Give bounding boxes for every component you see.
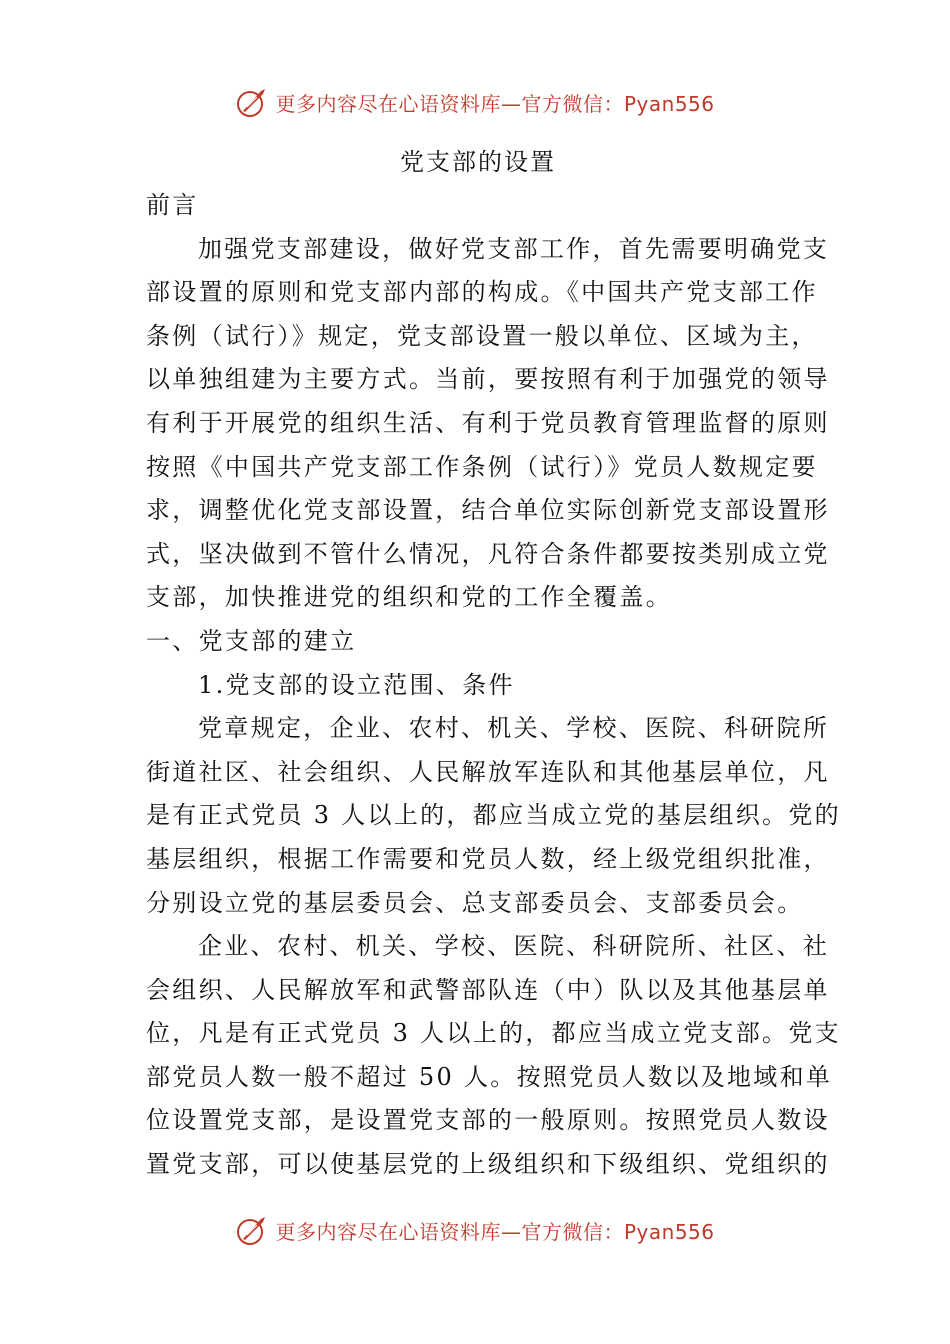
text-line: 支部，加快推进党的组织和党的工作全覆盖。: [146, 583, 672, 612]
text-line: 前言: [146, 191, 199, 219]
text-line: 部设置的原则和党支部内部的构成。《中国共产党支部工作: [146, 278, 818, 307]
text-line: 是有正式党员 3 人以上的，都应当成立党的基层组织。党的: [146, 801, 841, 830]
watermark-handle: Pyan556: [623, 91, 715, 116]
quill-pen-icon: [235, 85, 269, 119]
watermark-text: 更多内容尽在心语资料库—官方微信：Pyan556: [275, 91, 715, 116]
text-line: 位，凡是有正式党员 3 人以上的，都应当成立党支部。党支: [146, 1019, 841, 1048]
watermark-text: 更多内容尽在心语资料库—官方微信：Pyan556: [275, 1219, 715, 1244]
text-line: 以单独组建为主要方式。当前，要按照有利于加强党的领导: [146, 365, 830, 394]
document-body: [146, 140, 841, 1187]
text-line: 位设置党支部，是设置党支部的一般原则。按照党员人数设: [146, 1106, 830, 1135]
text-line: 按照《中国共产党支部工作条例（试行）》党员人数规定要: [146, 452, 818, 481]
text-line: 街道社区、社会组织、人民解放军连队和其他基层单位，凡: [146, 757, 830, 786]
text-line: 求，调整优化党支部设置，结合单位实际创新党支部设置形: [146, 496, 830, 525]
footer-watermark: [0, 1208, 950, 1252]
text-line: 一、党支部的建立: [146, 626, 357, 655]
watermark-handle: Pyan556: [623, 1219, 715, 1244]
text-line: 会组织、人民解放军和武警部队连（中）队以及其他基层单: [146, 975, 830, 1004]
quill-pen-icon: [235, 1213, 269, 1247]
text-line: 置党支部，可以使基层党的上级组织和下级组织、党组织的: [146, 1150, 830, 1179]
text-line: 式，坚决做到不管什么情况，凡符合条件都要按类别成立党: [146, 539, 830, 568]
text-line: 企业、农村、机关、学校、医院、科研院所、社区、社: [198, 932, 830, 961]
text-line: 基层组织，根据工作需要和党员人数，经上级党组织批准，: [146, 844, 830, 873]
document-text: [146, 184, 841, 1187]
text-line: 加强党支部建设，做好党支部工作，首先需要明确党支: [198, 234, 830, 263]
text-line: 有利于开展党的组织生活、有利于党员教育管理监督的原则: [146, 408, 830, 437]
text-line: 1.党支部的设立范围、条件: [198, 670, 515, 699]
document-title: 党支部的设置: [400, 148, 556, 176]
header-watermark: [0, 80, 950, 124]
text-line: 分别设立党的基层委员会、总支部委员会、支部委员会。: [146, 888, 804, 917]
text-line: 条例（试行）》规定，党支部设置一般以单位、区域为主，: [146, 321, 818, 350]
text-line: 党章规定，企业、农村、机关、学校、医院、科研院所: [198, 714, 830, 743]
text-line: 部党员人数一般不超过 50 人。按照党员人数以及地域和单: [146, 1062, 833, 1091]
